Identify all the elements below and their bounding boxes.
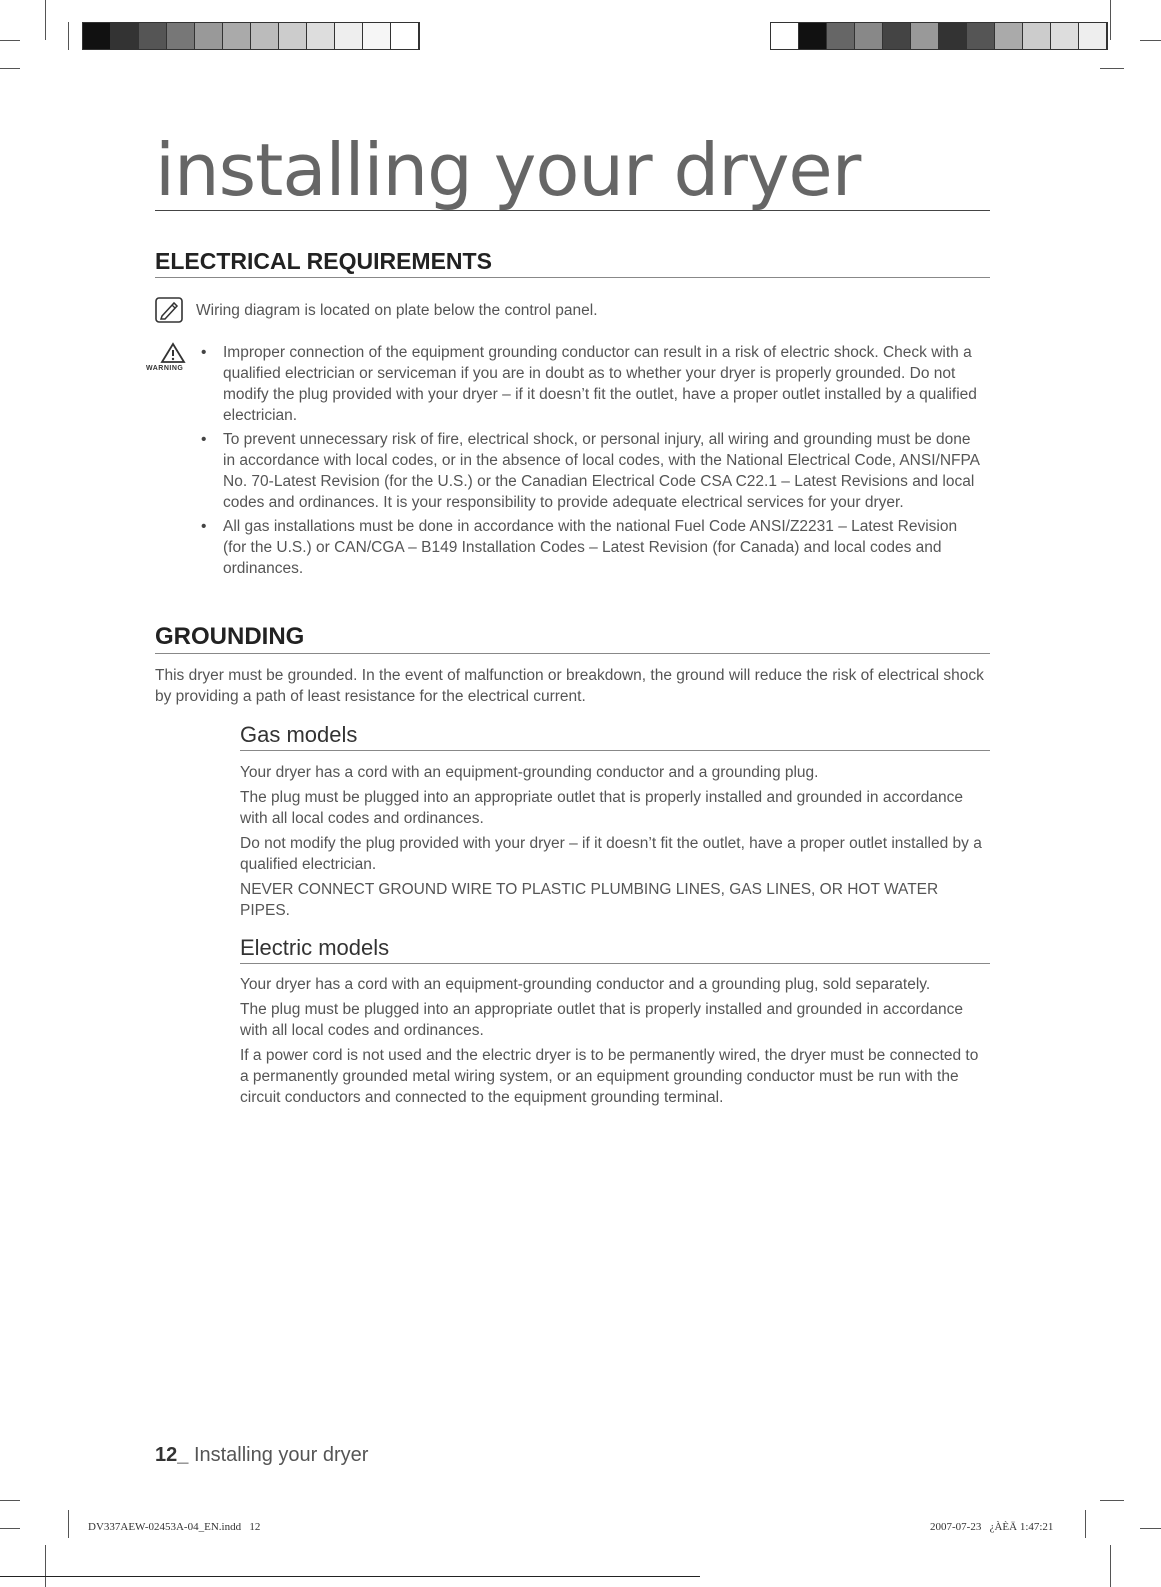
crop-mark	[68, 1510, 69, 1538]
paragraph: The plug must be plugged into an appropriate outlet that is properly installed and grounded in accordance with all local codes and ordinances.	[240, 789, 963, 827]
color-swatch	[223, 23, 251, 49]
color-swatch	[195, 23, 223, 49]
gas-models-heading: Gas models	[240, 722, 990, 751]
color-swatch	[939, 23, 967, 49]
color-swatch	[307, 23, 335, 49]
color-swatch	[1051, 23, 1079, 49]
color-swatch	[911, 23, 939, 49]
paragraph: The plug must be plugged into an appropriate outlet that is properly installed and grounded in accordance with all local codes and ordinances.	[240, 1001, 963, 1039]
color-swatch	[995, 23, 1023, 49]
color-swatch	[799, 23, 827, 49]
color-swatch	[1079, 23, 1107, 49]
color-swatch	[967, 23, 995, 49]
color-swatch	[335, 23, 363, 49]
color-swatch	[391, 23, 419, 49]
page-footer	[155, 1444, 368, 1467]
crop-mark	[1110, 1545, 1111, 1587]
color-swatch	[363, 23, 391, 49]
crop-mark	[68, 22, 69, 50]
crop-mark	[1140, 40, 1161, 41]
color-swatch	[251, 23, 279, 49]
color-swatch	[1023, 23, 1051, 49]
running-title: Installing your dryer	[193, 1444, 369, 1466]
wiring-note: Wiring diagram is located on plate below the control panel.	[196, 302, 598, 319]
crop-mark	[0, 1528, 20, 1529]
paragraph: Your dryer has a cord with an equipment-grounding conductor and a grounding plug.	[240, 764, 819, 781]
electric-models-text	[240, 974, 985, 1112]
color-swatch	[855, 23, 883, 49]
file-slug: DV337AEW-02453A-04_EN.indd 12	[88, 1521, 261, 1533]
gas-models-text	[240, 762, 985, 925]
crop-mark	[45, 1545, 46, 1587]
crop-mark	[0, 40, 20, 41]
color-swatch	[827, 23, 855, 49]
note-icon	[155, 297, 183, 323]
paragraph: Do not modify the plug provided with your dryer – if it doesn’t fit the outlet, have a proper outlet installed by a qualified electrician.	[240, 835, 982, 873]
color-swatch	[771, 23, 799, 49]
crop-mark	[1100, 68, 1124, 69]
crop-mark	[1100, 1500, 1124, 1501]
crop-mark	[1110, 0, 1111, 40]
electric-models-heading: Electric models	[240, 935, 990, 964]
list-item: • To prevent unnecessary risk of fire, electrical shock, or personal injury, all wiring and grounding must be done in accordance with local codes, or in the absence of local codes, with the National Electrical Code, ANSI/NFPA No. 70-Latest Revision (for the U.S.) or the Canadian Electrical Code CSA C22.1 – Latest Revisions and local codes and ordinances. It is your responsibility to provide adequate electrical services for your dryer.	[223, 429, 983, 513]
page-number: 12_	[155, 1444, 189, 1466]
bottom-rule	[0, 1576, 700, 1577]
page-title: installing your dryer	[155, 130, 990, 211]
color-bar-right	[770, 22, 1108, 50]
crop-mark	[0, 1500, 20, 1501]
color-swatch	[883, 23, 911, 49]
grounding-heading: GROUNDING	[155, 623, 990, 654]
color-swatch	[167, 23, 195, 49]
crop-mark	[1085, 1510, 1086, 1538]
warning-label: WARNING	[146, 365, 184, 372]
color-swatch	[83, 23, 111, 49]
paragraph: Your dryer has a cord with an equipment-grounding conductor and a grounding plug, sold separately.	[240, 976, 931, 993]
electrical-bullets	[223, 342, 983, 582]
crop-mark	[0, 68, 20, 69]
crop-mark	[1140, 1528, 1161, 1529]
list-item: • All gas installations must be done in accordance with the national Fuel Code ANSI/Z2231 – Latest Revision (for the U.S.) or CAN/CGA – B149 Installation Codes – Latest Revision (for Canada) and local codes and ordinances.	[223, 516, 983, 579]
warning-icon	[160, 342, 186, 364]
color-swatch	[139, 23, 167, 49]
crop-mark	[45, 0, 46, 40]
paragraph: If a power cord is not used and the electric dryer is to be permanently wired, the dryer must be connected to a permanently grounded metal wiring system, or an equipment grounding conductor must be run with the circuit conductors and connected to the equipment grounding terminal.	[240, 1047, 979, 1106]
color-bar-left	[82, 22, 420, 50]
electrical-requirements-heading: ELECTRICAL REQUIREMENTS	[155, 247, 990, 278]
color-swatch	[111, 23, 139, 49]
paragraph: NEVER CONNECT GROUND WIRE TO PLASTIC PLUMBING LINES, GAS LINES, OR HOT WATER PIPES.	[240, 881, 939, 919]
color-swatch	[279, 23, 307, 49]
grounding-intro: This dryer must be grounded. In the event of malfunction or breakdown, the ground will reduce the risk of electrical shock by providing a path of least resistance for the electrical current.	[155, 667, 984, 705]
list-item: • Improper connection of the equipment grounding conductor can result in a risk of electric shock. Check with a qualified electrician or serviceman if you are in doubt as to whether your dryer is properly grounded. Do not modify the plug provided with your dryer – if it doesn’t fit the outlet, have a proper outlet installed by a qualified electrician.	[223, 342, 983, 426]
date-slug: 2007-07-23 ¿ÀÈÄ 1:47:21	[930, 1521, 1054, 1533]
